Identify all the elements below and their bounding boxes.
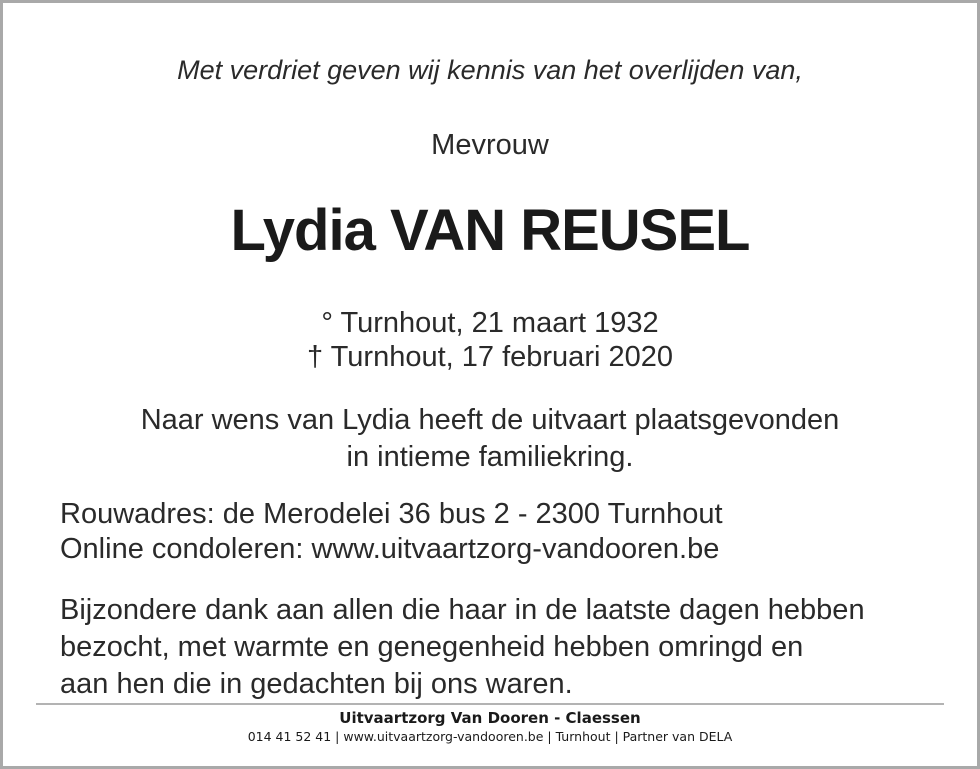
funeral-note <box>0 402 980 476</box>
funeral-note-line: in intieme familiekring. <box>346 441 634 473</box>
deceased-name: Lydia VAN REUSEL <box>230 198 750 263</box>
mourning-address: Rouwadres: de Merodelei 36 bus 2 - 2300 Turnhout <box>60 498 723 530</box>
thanks-line: aan hen die in gedachten bij ons waren. <box>60 668 573 700</box>
life-dates <box>0 306 980 374</box>
contact-block <box>60 497 723 567</box>
thanks-block <box>60 592 865 703</box>
birth-line: ° Turnhout, 21 maart 1932 <box>321 307 659 339</box>
salutation: Mevrouw <box>431 129 549 161</box>
death-line: † Turnhout, 17 februari 2020 <box>307 341 673 373</box>
footer-divider <box>36 703 944 705</box>
footer-details: 014 41 52 41 | www.uitvaartzorg-vandooren.be | Turnhout | Partner van DELA <box>247 729 733 744</box>
online-condolence: Online condoleren: www.uitvaartzorg-vandooren.be <box>60 533 720 565</box>
intro-text: Met verdriet geven wij kennis van het overlijden van, <box>177 55 803 85</box>
footer-company: Uitvaartzorg Van Dooren - Claessen <box>339 709 641 727</box>
thanks-line: Bijzondere dank aan allen die haar in de laatste dagen hebben <box>60 594 865 626</box>
funeral-note-line: Naar wens van Lydia heeft de uitvaart plaatsgevonden <box>140 404 840 436</box>
thanks-line: bezocht, met warmte en genegenheid hebben omringd en <box>60 631 804 663</box>
